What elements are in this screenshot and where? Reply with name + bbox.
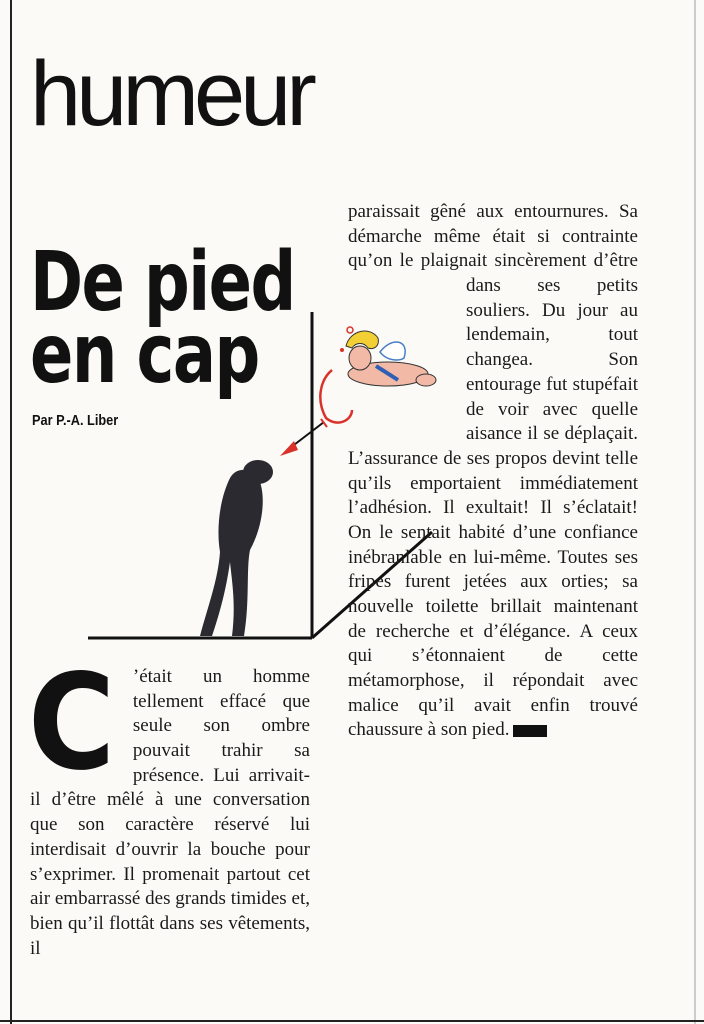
- article-column-right: [348, 200, 638, 743]
- article-text-right: paraissait gêné aux entournures. Sa démarche même était si contrainte qu’on le plaignait sincèrement d’être dans ses petits souliers. Du jour au lendemain, tout changea. Son entourage fut stupéfait de voir avec quelle aisance il se déplaçait. L’assurance de ses propos devint telle qu’ils emportaient immédiatement l’adhésion. Il exultait! Il s’éclatait! On le sentait habité d’une confiance inébranlable en lui-même. Toutes ses fripes furent jetées aux orties; sa nouvelle toilette brillait maintenant de recherche et d’élégance. A ceux qui s’étonnaient de cette métamorphose, il répondait avec malice qu’il avait enfin trouvé chaussure à son pied.: [348, 201, 638, 741]
- dropcap-letter: C: [28, 646, 116, 800]
- article-column-left: [28, 646, 310, 961]
- headline-line-2: en cap: [30, 307, 259, 403]
- article-paragraph-start: [28, 646, 310, 961]
- byline: Par P.-A. Liber: [32, 412, 119, 429]
- article-text-left: ’était un homme tellement effacé que seule son ombre pouvait trahir sa présence. Lui arrivait-il d’être mêlé à une conversation que son caractère réservé lui interdisait d’ouvrir la bouche pour s’exprimer. Il promenait partout cet air embarrassé des grands timides et, bien qu’il flottât dans ses vêtements, il: [30, 666, 310, 959]
- right-border-rule: [694, 0, 696, 1024]
- illustration-wrap-block: [348, 276, 466, 440]
- left-border-rule: [10, 0, 12, 1024]
- article-paragraph-continued: [348, 200, 638, 743]
- headline-line-1: De pied: [30, 234, 295, 330]
- shadow-figure: [200, 460, 273, 636]
- section-rubric: humeur: [30, 43, 312, 145]
- bottom-border-rule: [0, 1020, 704, 1022]
- cupid-arrow: [280, 419, 327, 456]
- end-of-article-mark: [513, 725, 547, 737]
